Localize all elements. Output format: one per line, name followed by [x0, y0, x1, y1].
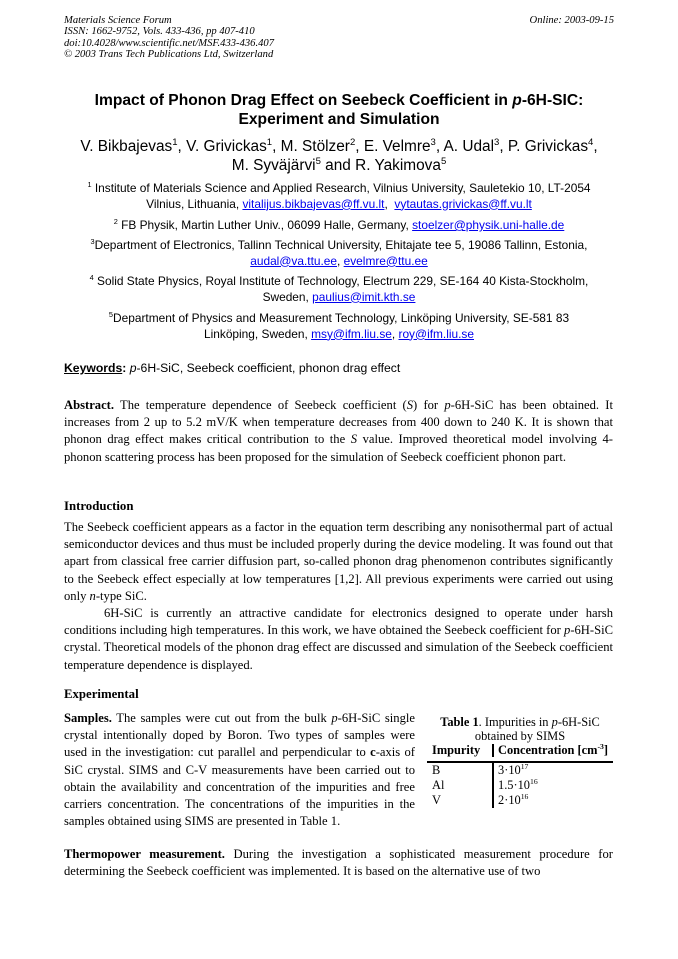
online-date: Online: 2003-09-15	[529, 15, 614, 26]
samples-paragraph: Samples. The samples were cut out from the bulk p-6H-SiC single crystal intentionally doped by Boron. Two types of samples were used in the investigation: cut parallel and perpendicular to c-axis of SiC crystal. SIMS and C-V measurements have been carried out to obtain the availability and concentration of the impurities and free carriers concentration. The concentrations of the impurities in the samples obtained using SIMS are presented in Table 1.	[64, 711, 415, 829]
email-link[interactable]: stoelzer@physik.uni-halle.de	[412, 218, 565, 232]
email-link[interactable]: roy@ifm.liu.se	[398, 326, 474, 341]
introduction-text	[64, 519, 613, 674]
copyright-line: © 2003 Trans Tech Publications Ltd, Switzerland	[64, 49, 274, 61]
table-row: B $3\cdot 10^{17}$	[427, 763, 613, 778]
affiliation-4: $^4$ Solid State Physics, Royal Institute of Technology, Electrum 229, SE-164 40 Kista-Stockholm, Sweden, paulius@imit.kth.se	[89, 273, 589, 304]
journal-header	[64, 15, 274, 61]
keywords-label: Keywords	[64, 361, 123, 375]
table-row: Al $1.5\cdot 10^{16}$	[427, 778, 613, 793]
email-link[interactable]: vitalijus.bikbajevas@ff.vu.lt	[242, 196, 385, 211]
paragraph: 6H-SiC is currently an attractive candidate for electronics designed to operate under harsh conditions including high temperatures. In this work, we have obtained the Seebeck coefficient for p-6H-SiC crystal. Theoretical models of the phonon drag effect are discussed and simulation of the Seebeck coefficient temperature dependence is displayed.	[64, 606, 613, 672]
issn-line: ISSN: 1662-9752, Vols. 433-436, pp 407-410	[64, 26, 255, 38]
email-link[interactable]: evelmre@ttu.ee	[343, 253, 428, 268]
abstract: Abstract. The temperature dependence of Seebeck coefficient (S) for p-6H-SiC has been obtained. It increases from 2 up to 5.2 mV/K when temperature decreases from 400 down to 240 K. It is shown that phonon drag effect makes critical contribution to the S value. Improved theoretical model involving 4-phonon scattering process has been proposed for the simulation of Seebeck coefficient phonon part.	[64, 398, 613, 464]
table-1	[427, 715, 613, 808]
paper-title: Impact of Phonon Drag Effect on Seebeck Coefficient in p-6H-SIC: Experiment and Simulation	[94, 92, 584, 128]
affiliation-3: $^3$Department of Electronics, Tallinn Technical University, Ehitajate tee 5, 19086 Tallinn, Estonia, audal@va.ttu.ee, evelmre@ttu.ee	[90, 237, 588, 268]
table-body	[427, 741, 613, 808]
affiliation-1: $^1$ Institute of Materials Science and Applied Research, Vilnius University, Sauletekio 10, LT-2054 Vilnius, Lithuania, vitalijus.bikbajevas@ff.vu.lt, vytautas.grivickas@ff.vu.lt	[87, 180, 591, 211]
author: A. Udal	[443, 138, 495, 155]
author: M. Stölzer	[280, 138, 350, 155]
table-header-row	[427, 741, 613, 757]
keywords-list: -6H-SiC, Seebeck coefficient, phonon drag effect	[136, 361, 401, 375]
email-link[interactable]: vytautas.grivickas@ff.vu.lt	[394, 196, 532, 211]
author: R. Yakimova	[355, 157, 441, 174]
column-header-impurity: Impurity	[432, 743, 481, 757]
email-link[interactable]: paulius@imit.kth.se	[312, 289, 416, 304]
email-link[interactable]: msy@ifm.liu.se	[311, 326, 392, 341]
paragraph: The Seebeck coefficient appears as a factor in the equation term describing any nonisothermal part of actual semiconductor devices and thus must be included properly during the device modeling. It was found out that apart from classical free carrier diffusion part, so-called phonon drag phenomenon contributes significantly to the Seebeck effect especially at low temperatures [1,2]. All previous experiments were carried out using only n-type SiC.	[64, 520, 613, 603]
table-caption: Table 1. Impurities in p-6H-SiC obtained by SIMS	[440, 715, 600, 743]
author: M. Syväjärvi	[231, 157, 316, 174]
email-link[interactable]: audal@va.ttu.ee	[250, 253, 338, 268]
experimental-heading: Experimental	[64, 687, 139, 701]
abstract-label: Abstract.	[64, 398, 115, 412]
author: V. Grivickas	[186, 138, 267, 155]
author-list: V. Bikbajevas$^1$, V. Grivickas$^1$, M. Stölzer$^2$, E. Velmre$^3$, A. Udal$^3$, P. Grivickas$^4$, M. Syväjärvi$^5$ and R. Yakimova$^5$	[80, 136, 598, 174]
column-header-concentration: Concentration $[cm^{-3}]$	[492, 744, 613, 757]
table-row: V $2\cdot 10^{16}$	[427, 793, 613, 808]
keywords: Keywords: p-6H-SiC, Seebeck coefficient, phonon drag effect	[64, 361, 401, 375]
affiliation-2: $^2$ FB Physik, Martin Luther Univ., 06099 Halle, Germany, stoelzer@physik.uni-halle.de	[113, 217, 565, 232]
doi-line: doi:10.4028/www.scientific.net/MSF.433-436.407	[64, 37, 274, 49]
thermopower-paragraph: Thermopower measurement. During the investigation a sophisticated measurement procedure for determining the Seebeck coefficient was implemented. It is based on the alternative use of two	[64, 847, 613, 879]
affiliation-5: $^5$Department of Physics and Measurement Technology, Linköping University, SE-581 83 Linköping, Sweden, msy@ifm.liu.se, roy@ifm.liu.se	[108, 310, 570, 341]
author: E. Velmre	[363, 138, 431, 155]
journal-name: Materials Science Forum	[64, 15, 172, 26]
author: P. Grivickas	[507, 138, 589, 155]
author: V. Bikbajevas	[80, 138, 173, 155]
introduction-heading: Introduction	[64, 499, 134, 513]
